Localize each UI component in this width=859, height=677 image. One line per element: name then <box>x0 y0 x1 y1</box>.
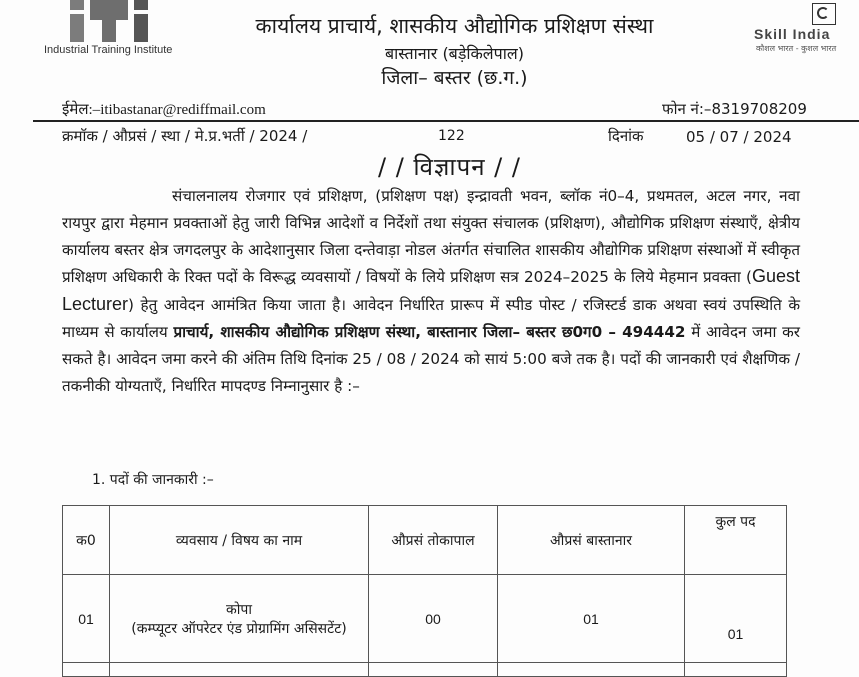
skill-india-tagline: कौशल भारत - कुशल भारत <box>756 44 837 53</box>
iti-caption: Industrial Training Institute <box>44 44 173 56</box>
cell-empty <box>685 663 787 677</box>
section-heading: 1. पदों की जानकारी :– <box>92 472 214 488</box>
col-header-total: कुल पद <box>685 506 787 575</box>
submission-address: प्राचार्य, शासकीय औद्योगिक प्रशिक्षण संस्था, बास्तानार जिला– बस्तर छ0ग0 – 494442 <box>173 322 686 341</box>
cell-tokapal: 00 <box>369 575 498 663</box>
col-header-sno: क0 <box>63 506 110 575</box>
body-part-1: संचालनालय रोजगार एवं प्रशिक्षण, (प्रशिक्षण पक्ष) इन्द्रावती भवन, ब्लॉक नं0–4, प्रथमतल, अटल नगर, नवा रायपुर द्वारा मेहमान प्रवक्ताओं हेतु जारी विभिन्न आदेशों व निर्देशों तथा संयुक्त संचालक (प्रशिक्षण), औद्योगिक प्रशिक्षण संस्थाएँ, क्षेत्रीय कार्यालय बस्तर क्षेत्र जगदलपुर के आदेशानुसार जिला दन्तेवाड़ा नोडल अंतर्गत संचालित शासकीय औद्योगिक प्रशिक्षण संस्थाओं में स्वीकृत प्रशिक्षण अधिकारी के रिक्त पदों के विरूद्ध व्यवसायों / विषयों के लिये प्रशिक्षण सत्र 2024–2025 के लिये मेहमान प्रवक्ता ( <box>62 187 800 287</box>
table-row <box>63 575 787 663</box>
date-value: 05 / 07 / 2024 <box>686 128 792 146</box>
phone-label: फोन नं:– <box>662 100 712 118</box>
cell-empty <box>110 663 369 677</box>
cell-bastanar: 01 <box>498 575 685 663</box>
reference-prefix: क्रमॉक / औप्रसं / स्था / मे.प्र.भर्ती / 2024 / <box>62 127 308 145</box>
guest-lecturer-text: Guest Lecturer <box>62 266 800 315</box>
col-header-trade: व्यवसाय / विषय का नाम <box>110 506 369 575</box>
posts-table <box>62 505 787 677</box>
advertisement-title: / / विज्ञापन / / <box>378 153 521 181</box>
email-line <box>62 99 266 119</box>
cell-sno: 01 <box>63 575 110 663</box>
table-header-row <box>63 506 787 575</box>
cell-total: 01 <box>685 575 787 663</box>
office-district: जिला– बस्तर (छ.ग.) <box>381 67 528 89</box>
advertisement-body <box>62 183 800 399</box>
date-label: दिनांक <box>608 127 644 145</box>
body-part-3: में आवेदन जमा कर सकते है। आवेदन जमा करने की अंतिम तिथि दिनांक 25 / 08 / 2024 को सायं 5:00 बजे तक है। पदों की जानकारी एवं शैक्षणिक / तकनीकी योग्यताएँ, निर्धारित मापदण्ड निम्नानुसार है :– <box>62 322 801 395</box>
cell-empty <box>498 663 685 677</box>
phone-line <box>662 99 807 119</box>
trade-short: कोपा <box>226 601 252 618</box>
trade-full: (कम्प्यूटर ऑपरेटर एंड प्रोग्रामिंग असिसटेंट) <box>131 620 347 637</box>
cell-trade <box>110 575 369 663</box>
body-part-2: ) हेतु आवेदन आमंत्रित किया जाता है। आवेदन निर्धारित प्रारूप में स्पीड पोस्ट / रजिस्टर्ड डाक अथवा स्वयं उपस्थिति के माध्यम से कार्यालय <box>62 296 800 341</box>
header-divider <box>33 120 859 122</box>
col-header-tokapal: औप्रसं तोकापाल <box>369 506 498 575</box>
skill-india-title: Skill India <box>754 26 831 42</box>
phone-number: 8319708209 <box>711 100 807 118</box>
reference-number: 122 <box>438 128 465 144</box>
cell-empty <box>63 663 110 677</box>
col-header-bastanar: औप्रसं बास्तानार <box>498 506 685 575</box>
table-row-partial <box>63 663 787 677</box>
email-label: ईमेल:– <box>62 102 101 118</box>
office-location: बास्तानार (बड़ेकिलेपाल) <box>385 44 524 63</box>
email-link[interactable]: itibastanar@rediffmail.com <box>100 102 266 118</box>
office-name: कार्यालय प्राचार्य, शासकीय औद्योगिक प्रशिक्षण संस्था <box>255 14 654 38</box>
cell-empty <box>369 663 498 677</box>
